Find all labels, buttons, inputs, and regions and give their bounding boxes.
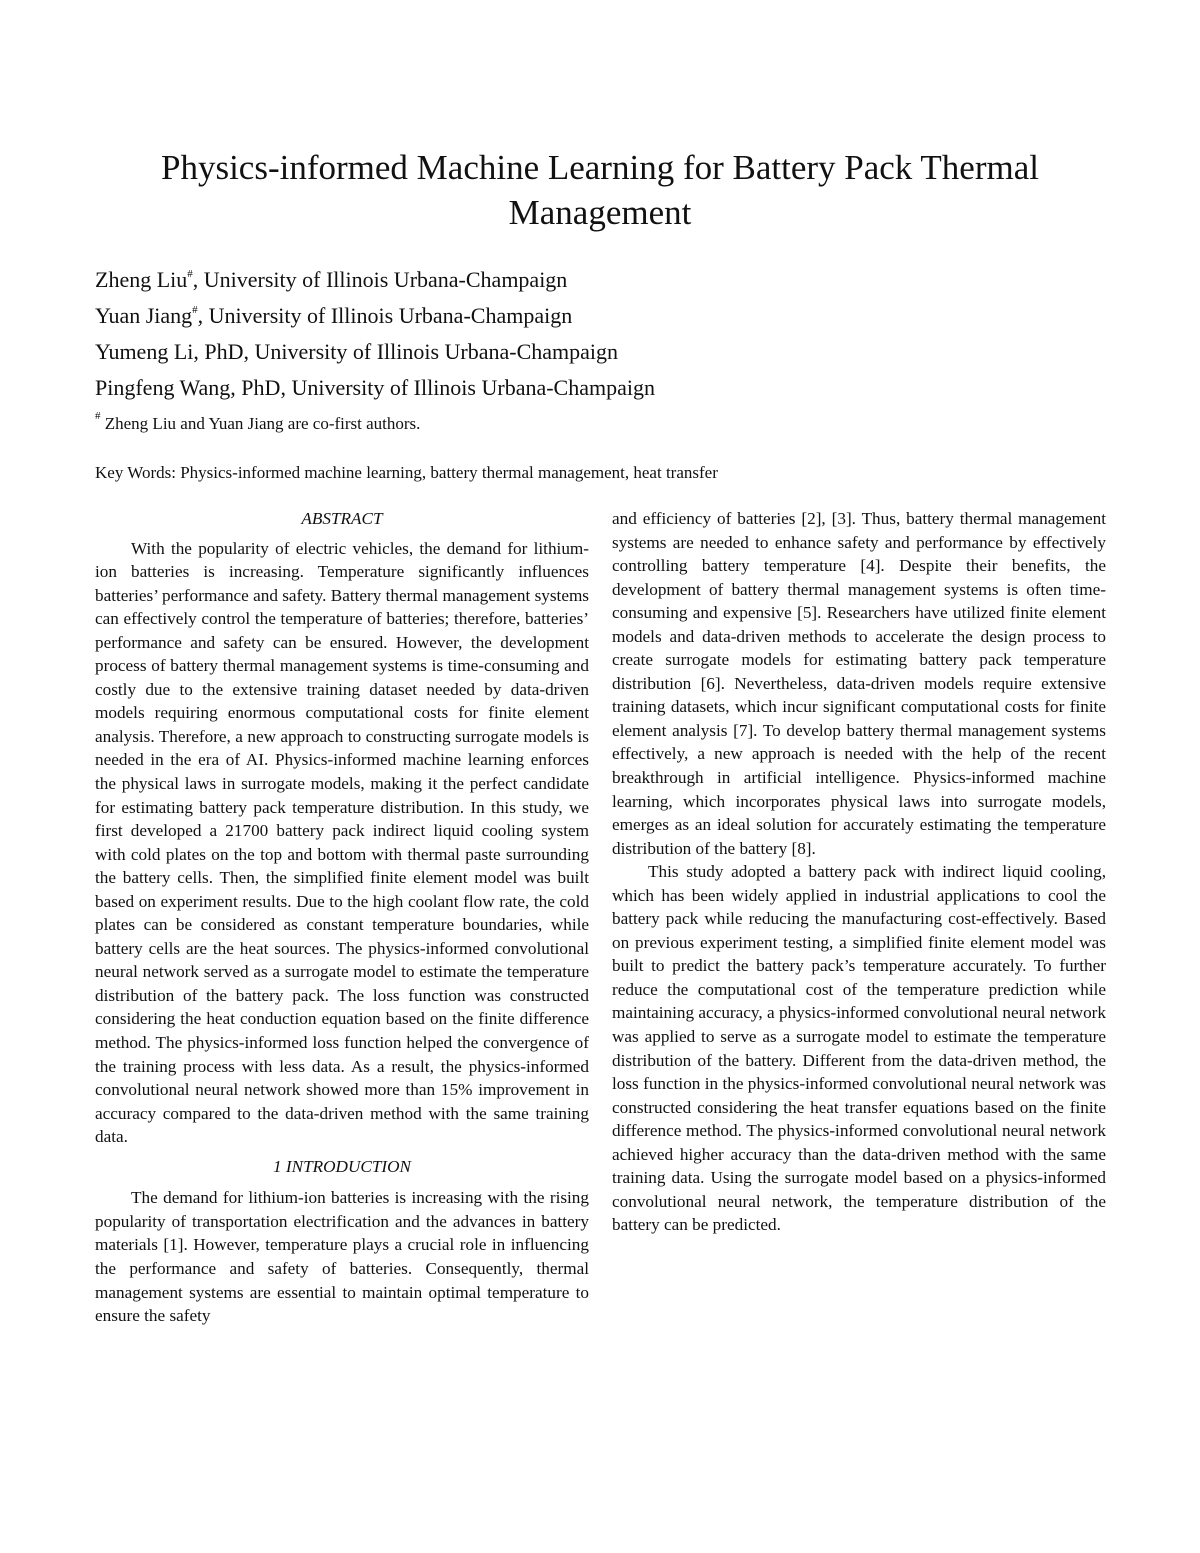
keywords: Key Words: Physics-informed machine learning, battery thermal management, heat transfer [95,463,718,482]
note-mark: # [95,410,101,422]
cofirst-mark: # [187,268,193,280]
right-column [612,507,1106,1237]
author-line [95,334,995,370]
intro-paragraph-1-start: The demand for lithium-ion batteries is increasing with the rising popularity of transportation electrification and the advances in battery materials [1]. However, temperature plays a crucial role in influencing the performance and safety of batteries. Consequently, thermal management systems are essential to maintain optimal temperature to ensure the safety [95,1188,589,1326]
author-name: Yumeng Li, PhD [95,339,244,364]
left-column [95,507,589,1328]
abstract-paragraph: With the popularity of electric vehicles, the demand for lithium-ion batteries is increasing. Temperature significantly influences batteries’ performance and safety. Battery thermal management systems can effectively control the temperature of batteries; therefore, batteries’ performance and safety can be ensured. However, the development process of battery thermal management systems is time-consuming and costly due to the extensive training dataset needed by data-driven models requiring enormous computational costs for finite element analysis. Therefore, a new approach to constructing surrogate models is needed in the era of AI. Physics-informed machine learning enforces the physical laws in surrogate models, making it the perfect candidate for estimating battery pack temperature distribution. In this study, we first developed a 21700 battery pack indirect liquid cooling system with cold plates on the top and bottom with thermal paste surrounding the battery cells. Then, the simplified finite element model was built based on experiment results. Due to the high coolant flow rate, the cold plates can be considered as constant temperature boundaries, while battery cells are the heat sources. The physics-informed convolutional neural network served as a surrogate model to estimate the temperature distribution of the battery pack. The loss function was constructed considering the heat conduction equation based on the finite difference method. The physics-informed loss function helped the convergence of the training process with less data. As a result, the physics-informed convolutional neural network showed more than 15% improvement in accuracy compared to the data-driven method with the same training data. [95,538,589,1147]
author-name: Zheng Liu [95,267,188,292]
note-text: Zheng Liu and Yuan Jiang are co-first authors. [100,414,421,433]
intro-paragraph-2: This study adopted a battery pack with indirect liquid cooling, which has been widely applied in industrial applications to cool the battery pack while reducing the manufacturing cost-effectively. Based on previous experiment testing, a simplified finite element model was built to predict the battery pack’s temperature accurately. To further reduce the computational cost of the temperature prediction while maintaining accuracy, a physics-informed convolutional neural network was applied to serve as a surrogate model to estimate the temperature distribution of the battery. Different from the data-driven method, the loss function in the physics-informed convolutional neural network was constructed considering the heat transfer equations based on the finite difference method. The physics-informed convolutional neural network achieved higher accuracy than the data-driven method with the same training data. Using the surrogate model based on a physics-informed convolutional neural network, the temperature distribution of the battery can be predicted. [612,862,1106,1235]
cofirst-mark: # [192,304,198,316]
author-affiliation: , University of Illinois Urbana-Champaign [243,339,619,364]
author-line [95,298,995,334]
author-affiliation: , University of Illinois Urbana-Champaign [192,267,568,292]
abstract-heading: ABSTRACT [301,509,383,528]
author-affiliation: , University of Illinois Urbana-Champaign [280,375,655,400]
author-block [95,262,995,436]
paper-title: Physics-informed Machine Learning for Battery Pack Thermal Management [161,148,1039,232]
author-name: Pingfeng Wang, PhD [95,375,281,400]
author-line [95,262,995,298]
author-name: Yuan Jiang [95,303,193,328]
cofirst-author-note [95,412,995,436]
intro-paragraph-1-continued: and efficiency of batteries [2], [3]. Thus, battery thermal management systems are needed to enhance safety and performance by effectively controlling battery temperature [4]. Despite their benefits, the development of battery thermal management systems is often time-consuming and expensive [5]. Researchers have utilized finite element models and data-driven methods to accelerate the design process to create surrogate models for estimating battery pack temperature distribution [6]. Nevertheless, data-driven models require extensive training datasets, which incur significant computational costs for finite element analysis [7]. To develop battery thermal management systems effectively, a new approach is needed with the help of the recent breakthrough in artificial intelligence. Physics-informed machine learning, which incorporates physical laws into surrogate models, emerges as an ideal solution for accurately estimating the temperature distribution of the battery [8]. [612,509,1106,858]
introduction-heading: 1 INTRODUCTION [273,1156,411,1176]
author-affiliation: , University of Illinois Urbana-Champaign [197,303,573,328]
author-line [95,370,995,406]
